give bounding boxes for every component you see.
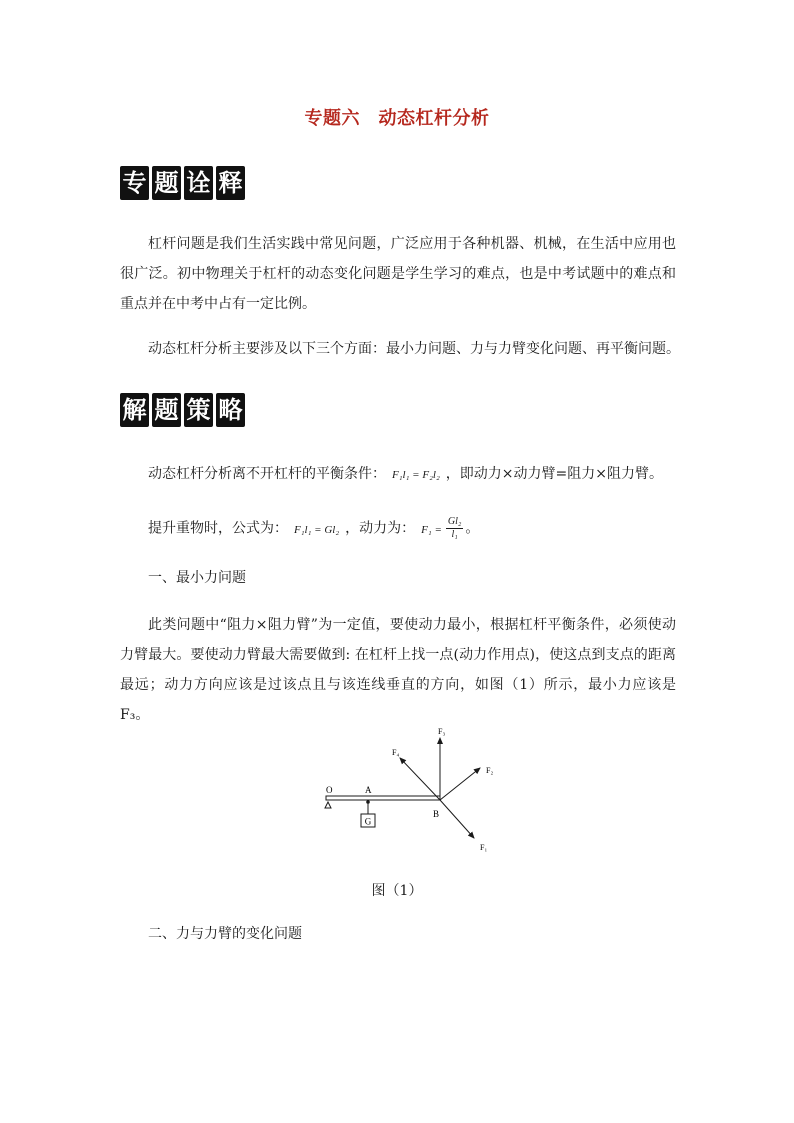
summary-paragraph: 动态杠杆分析主要涉及以下三个方面：最小力问题、力与力臂变化问题、再平衡问题。 (148, 341, 680, 357)
minimum-force-paragraph: 此类问题中“阻力×阻力臂”为一定值，要使动力最小，根据杠杆平衡条件，必须使动力臂最大。要使动力臂最大需要做到: 在杠杆上找一点(动力作用点)，使这点到支点的距离最远；动力方向应该是过该点且与该连线垂直的方向，如图（1）所示，最小力应该是F₃。 (120, 617, 676, 723)
banner-char: 诠 (184, 166, 213, 200)
fraction-numerator: Gl₂ (447, 516, 462, 527)
heading-minimum-force: 一、最小力问题 (148, 570, 246, 586)
force-f1-arrow (440, 800, 474, 838)
banner-char: 策 (184, 393, 213, 427)
force-f2-arrow (440, 768, 480, 800)
fulcrum-triangle (325, 802, 331, 808)
effort-formula-lhs: F₁ = (421, 523, 442, 536)
lifting-formula-suffix: 。 (465, 520, 480, 537)
force-f4-arrow (400, 758, 440, 800)
label-f4: F₄ (392, 748, 400, 757)
banner-char: 题 (152, 166, 181, 200)
label-f2: F₂ (486, 766, 494, 775)
banner-char: 释 (216, 166, 245, 200)
balance-formula: F₁l₁ = F₂l₂ (392, 469, 440, 481)
figure-caption: 图（1） (371, 883, 423, 899)
lifting-formula: F₁l₁ = Gl₂ (294, 523, 340, 536)
lifting-formula-line (148, 516, 479, 542)
label-f3: F₃ (438, 727, 446, 736)
label-a: A (365, 785, 372, 795)
lever-bar (326, 796, 440, 800)
banner-char: 略 (216, 393, 245, 427)
weight-label: G (364, 816, 372, 827)
balance-condition-line (148, 462, 663, 487)
intro-paragraph: 杠杆问题是我们生活实践中常见问题，广泛应用于各种机器、机械，在生活中应用也很广泛。初中物理关于杠杆的动态变化问题是学生学习的难点，也是中考试题中的难点和重点并在中考中占有一定比例。 (120, 236, 676, 312)
label-f1: F₁ (480, 843, 488, 852)
lifting-formula-mid: ，动力为： (345, 520, 416, 537)
label-b: B (433, 809, 440, 819)
fraction-denominator: l₁ (451, 529, 458, 540)
lever-diagram (318, 720, 508, 860)
section-banner-interpretation (120, 166, 245, 202)
heading-force-arm-change: 二、力与力臂的变化问题 (148, 926, 302, 942)
effort-fraction (446, 516, 463, 541)
page-title: 专题六 动态杠杆分析 (304, 108, 490, 129)
section-banner-strategy (120, 393, 245, 429)
banner-char: 专 (120, 166, 149, 200)
label-o: O (326, 785, 333, 795)
banner-char: 解 (120, 393, 149, 427)
balance-condition-suffix: ，即动力×动力臂=阻力×阻力臂。 (445, 466, 663, 482)
balance-condition-prefix: 动态杠杆分析离不开杠杆的平衡条件： (148, 466, 386, 482)
banner-char: 题 (152, 393, 181, 427)
lifting-formula-prefix: 提升重物时，公式为： (148, 520, 288, 537)
